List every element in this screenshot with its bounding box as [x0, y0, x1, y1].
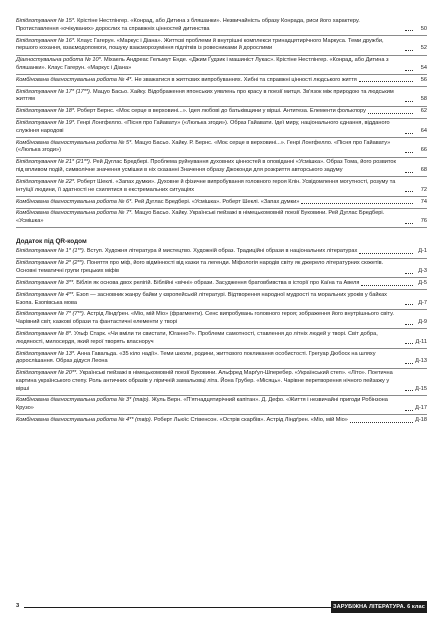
toc-entry-label: Комбінована діагностувальна робота № 4** (твір).	[16, 417, 153, 424]
toc-entry-text: Рей Дуглас Бредбері. «Усмішка». Роберт Шеклі. «Запах думки»	[134, 198, 300, 205]
dot-leader	[359, 253, 413, 254]
toc-entry-page: Д-7	[418, 299, 427, 306]
dot-leader	[368, 113, 413, 114]
toc-entry-label: Біпідготування № 8*.	[16, 330, 73, 337]
divider	[16, 277, 427, 278]
dot-leader	[405, 152, 413, 153]
toc-entry	[16, 210, 427, 225]
toc-entry	[16, 248, 427, 256]
footer-title: ЗАРУБІЖНА ЛІТЕРАТУРА. 6 клас	[331, 601, 427, 613]
divider	[16, 368, 427, 369]
toc-entry-page: 74	[420, 198, 427, 205]
toc-entry-text: Не зважатися в життєвих випробуваннях. Хибні та справжні цінності людського життя	[134, 76, 357, 83]
toc-entry-label: Біпідготування № 3**.	[16, 279, 75, 286]
toc-entry-text: Роберт Шеклі. «Запах думки». Духовне й фізичне випробування головного героя Клін. Усвідомлення могутності, розуму та інтуїції людини, її здатності не схилятися в екстремальних ситуаціях	[16, 178, 396, 193]
toc-entry-text: Клаус Гагерун. «Маркус і Діана». Життєві проблеми й внутрішні комплекси тринадцятирічного Маркуса. Теми дружби, першого кохання, взаємодопомоги, пошуку взаєморозуміння підлітків із ровесниками й дорослими	[16, 37, 384, 52]
dot-leader	[350, 422, 413, 423]
toc-entry-page: Д-18	[415, 417, 427, 424]
toc-entry-label: Біпідготування № 7* (7**).	[16, 311, 86, 318]
toc-entry-page: 52	[420, 45, 427, 52]
toc-entry-page: 50	[420, 25, 427, 32]
dot-leader	[359, 81, 413, 82]
dot-leader	[405, 172, 413, 173]
toc-entry	[16, 397, 427, 412]
divider	[16, 74, 427, 75]
toc-entry-page: 72	[420, 186, 427, 193]
toc-entry-label: Біпідготування № 15*.	[16, 18, 76, 24]
divider	[16, 208, 427, 209]
toc-entry-label: Біпідготування № 16*.	[16, 37, 76, 44]
toc-entry	[16, 120, 427, 135]
divider	[16, 289, 427, 290]
toc-entry-text: Поняття про міф, його відмінності від казки та легенди. Міфологія народів світу як джерело літературних сюжетів. Основні тематичні групи грецьких міфів	[16, 260, 384, 275]
divider	[16, 106, 427, 107]
toc-entry-page: 76	[420, 218, 427, 225]
toc-entry-page: 68	[420, 167, 427, 174]
toc-entry	[16, 18, 427, 33]
toc-entry-text: Мацуо Басьо. Хайку. Відображення японських уявлень про красу в поезії митця. Зв'язок між природою та людським життям	[16, 88, 394, 103]
toc-entry-label: Комбінована діагностувальна робота № 5*.	[16, 139, 133, 146]
toc-entry-page: Д-3	[418, 268, 427, 275]
toc-entry-label: Біпідготування № 18*.	[16, 108, 76, 115]
divider	[16, 227, 427, 228]
toc-entry-text: Астрід Ліндґрен. «Міо, мій Міо» (фрагменти). Сенс випробувань головного героя; зображення його внутрішнього світу. Чарівний світ, казкові образи та фантастичні елементи у творі	[16, 311, 394, 326]
dot-leader	[405, 70, 413, 71]
toc-entry-label: Біпідготування № 4**.	[16, 291, 75, 298]
dot-leader	[301, 203, 413, 204]
toc-entry-text: Українські пейзажі в німецькомовній поезії Буковини. Альфред Марґул-Шперебер. «Український степ». «Літо». Поетична картина українського степу. Роль античних образів у ліричній замальовці літа. Йона Грубер. «Місяць». Чарівне перетворення нічного пейзажу у вірші	[16, 370, 393, 392]
toc-entry	[16, 159, 427, 174]
divider	[16, 157, 427, 158]
dot-leader	[405, 191, 413, 192]
dot-leader	[405, 343, 413, 344]
page-footer	[16, 601, 427, 613]
toc-entry	[16, 417, 427, 425]
toc-entry-page: 64	[420, 127, 427, 134]
dot-leader	[405, 324, 413, 325]
toc-entry-label: Діагностувальна робота № 10*.	[16, 57, 103, 64]
contents-page	[16, 0, 427, 621]
toc-entry-label: Біпідготування № 2* (2**).	[16, 260, 86, 267]
toc-entry-label: Біпідготування № 20**.	[16, 370, 78, 377]
toc-entry-page: Д-9	[418, 319, 427, 326]
table-of-contents	[16, 18, 427, 425]
divider	[16, 118, 427, 119]
divider	[16, 55, 427, 56]
toc-entry-page: 66	[420, 147, 427, 154]
toc-entry-page: 58	[420, 96, 427, 103]
toc-entry-label: Біпідготування № 17* (17**).	[16, 88, 92, 95]
dot-leader	[405, 101, 413, 102]
toc-entry	[16, 199, 427, 207]
toc-entry-page: Д-15	[415, 385, 427, 392]
dot-leader	[405, 304, 413, 305]
toc-entry-label: Комбінована діагностувальна робота № 7*.	[16, 210, 133, 217]
toc-entry-label: Комбінована діагностувальна робота № 3* (твір).	[16, 397, 151, 404]
toc-entry-text: Жуль Верн. «П'ятнадцятирічний капітан». Д. Дефо. «Життя і незвичайні пригоди Робінзона Крузо»	[16, 397, 388, 412]
toc-entry	[16, 77, 427, 85]
appendix-title: Додаток під QR-кодом	[16, 238, 87, 246]
toc-entry	[16, 331, 427, 346]
toc-entry	[16, 57, 427, 72]
divider	[16, 395, 427, 396]
toc-entry	[16, 311, 427, 326]
dot-leader	[405, 410, 413, 411]
toc-entry	[16, 370, 427, 393]
divider	[16, 309, 427, 310]
toc-entry	[16, 108, 427, 116]
divider	[16, 414, 427, 415]
toc-entry-label: Комбінована діагностувальна робота № 4*.	[16, 76, 133, 83]
toc-entry-text: Рей Дуглас Бредбері. Проблема руйнування духовних цінностей в оповіданні «Усмішка». Образ Тома, його розвиток під впливом подій, символічне значення усмішки в ніх сказанні Значення образу Джоконди для розкриття авторського задуму	[16, 159, 396, 174]
dot-leader	[405, 223, 413, 224]
toc-entry-text: Вступ. Художня література й мистецтво. Художній образ. Традиційні образи в національних літературах	[86, 248, 358, 255]
toc-entry-page: 54	[420, 64, 427, 71]
toc-entry	[16, 89, 427, 104]
divider	[16, 176, 427, 177]
toc-entry-text: Генрі Лонгфелло. «Пісня про Гайавату» («Люлька згоди»). Образ Гайавати. Ідеї миру, національного єднання, відданого служіння народові	[16, 120, 390, 134]
toc-entry	[16, 351, 427, 366]
divider	[16, 137, 427, 138]
toc-entry	[16, 292, 427, 307]
toc-entry-text: Мацуо Басьо. Хайку. Р. Бернс. «Моє серце в верховині...». Генрі Лонгфелло. «Пісня про Гайавату» («Люлька згоди»)	[16, 139, 391, 154]
dot-leader	[405, 133, 413, 134]
toc-entry-label: Біпідготування № 13*.	[16, 350, 76, 357]
toc-entry-text: Мацуо Басьо. Хайку. Українські пейзажі в німецькомовній поезії Буковини. Рей Дуглас Бредбері. «Усмішка»	[16, 210, 385, 225]
toc-entry-text: Роберт Бернс. «Моє серце в верховині...». Ідея любові до батьківщини у вірші. Антитеза. Елементи фольклору	[77, 108, 366, 115]
toc-entry-text: Міхаель Андреас Гельмут Енде. «Джим Ґудзик і машиніст Лукас». Крістіне Нестлінгер. «Конрад, або Дитина з бляшанки». Клаус Гагерун. «Маркус і Діана»	[16, 57, 389, 71]
toc-entry-label: Біпідготування № 22*.	[16, 178, 76, 185]
dot-leader	[405, 363, 413, 364]
divider	[16, 328, 427, 329]
divider	[16, 348, 427, 349]
toc-entry-page: Д-11	[415, 338, 427, 345]
page-number: 3	[16, 603, 20, 609]
toc-entry-label: Комбінована діагностувальна робота № 6*.	[16, 198, 133, 205]
divider	[16, 35, 427, 36]
toc-entry-page: Д-5	[418, 279, 427, 286]
toc-entry-page: Д-17	[415, 405, 427, 412]
toc-entry-text: Анна Гавальда. «35 кіло надії». Теми школи, родини, життєвого покликання особистості. Грегуар Дюбоск на шляху дорослішання. Образ дідуся Леона	[16, 350, 376, 365]
toc-entry	[16, 140, 427, 155]
toc-entry-text: Роберт Льюїс Стівенсон. «Острів скарбів». Астрід Ліндґрен. «Міо, мій Міо»	[153, 417, 348, 424]
toc-entry-text: Крістіне Нестлінгер. «Конрад, або Дитина з бляшанки». Незвичайність образу Конрада, риси його характеру. Протиставлення «очікуваних» дорослих та справжніх цінностей дитинства	[16, 18, 360, 32]
dot-leader	[361, 285, 413, 286]
toc-entry-text: Біблія як основа двох релігій. Біблійні «вічні» образи. Засудження братовбивства в історії про Каїна та Авеля	[76, 279, 360, 286]
toc-entry	[16, 280, 427, 288]
dot-leader	[405, 273, 413, 274]
toc-entry-label: Біпідготування № 21* (21**).	[16, 159, 92, 166]
dot-leader	[405, 390, 413, 391]
dot-leader	[405, 50, 413, 51]
divider	[16, 196, 427, 197]
toc-entry-page: 62	[420, 108, 427, 115]
toc-entry-label: Біпідготування № 19*.	[16, 120, 76, 127]
toc-entry-page: Д-1	[418, 248, 427, 255]
toc-entry	[16, 179, 427, 194]
footer-rule	[24, 607, 331, 608]
toc-entry-text: Езоп — засновник жанру байки у європейській літературі. Відтворення народної мудрості та моральних уроків у байках Езопа. Езопівська мова	[16, 291, 387, 306]
toc-entry-label: Біпідготування № 1* (1**).	[16, 248, 86, 255]
dot-leader	[405, 30, 413, 31]
divider	[16, 258, 427, 259]
toc-entry	[16, 38, 427, 53]
toc-entry-page: Д-13	[415, 358, 427, 365]
toc-entry	[16, 260, 427, 275]
divider	[16, 86, 427, 87]
toc-entry-text: Ульф Старк. «Чи вміли ти свистати, Юганно?». Проблеми самотності, ставлення до літніх людей у творі. Світ добра, людяності, милосердя, який герої творять власноруч	[16, 330, 378, 345]
toc-entry-page: 56	[420, 76, 427, 83]
